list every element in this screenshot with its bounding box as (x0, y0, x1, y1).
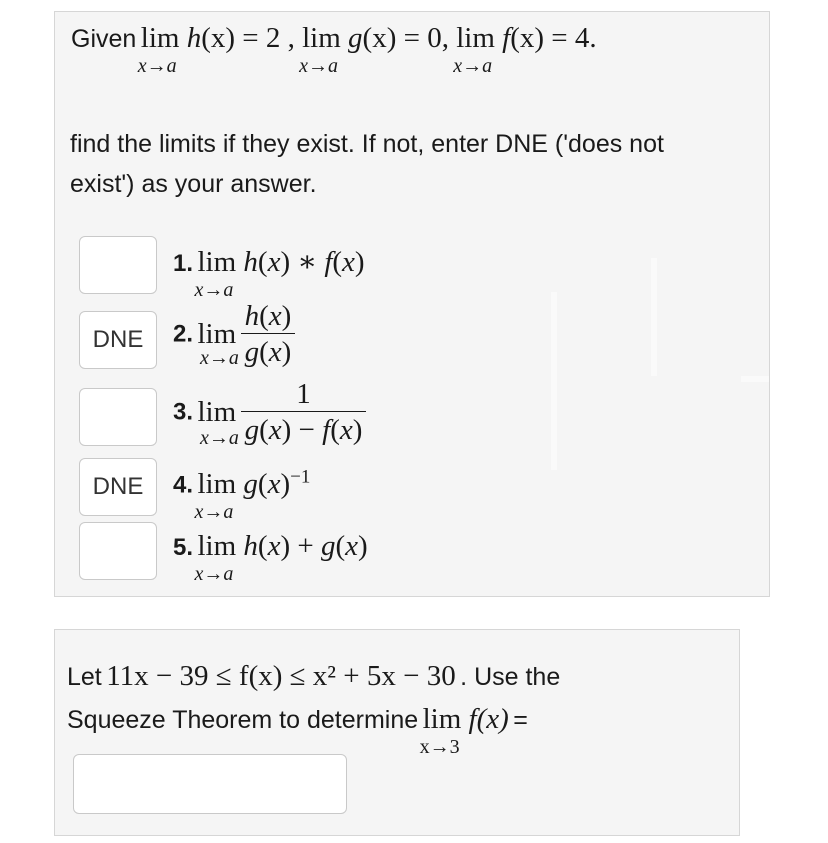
question-2: 2. lim $\frac{h(x)}{g(x)}$ x→a (173, 299, 295, 370)
inequality: 11x − 39 ≤ f(x) ≤ x² + 5x − 30 (106, 660, 456, 692)
question-4: 4. lim x→a $g(x)^{-1}$ (173, 466, 311, 523)
instructions: find the limits if they exist. If not, enter DNE ('does not exist') as your answer. (70, 130, 664, 198)
squeeze-statement-line1: Let 11x − 39 ≤ f(x) ≤ x² + 5x − 30 . Use the (67, 660, 561, 692)
given-lim-f: lim x→a (453, 22, 495, 77)
glare-mark (741, 376, 769, 382)
given-label: Given (71, 25, 137, 53)
question-5: 5. lim x→a h(x) + g(x) (173, 530, 368, 585)
answer-input-2[interactable]: DNE (79, 311, 157, 369)
given-line: Given lim x→a h(x) = 2 , lim x→a g(x) = 0, lim x→a f(x) = 4. (71, 22, 597, 77)
problem-2-card (54, 629, 740, 836)
glare-mark (551, 292, 557, 470)
glare-mark (651, 258, 657, 376)
answer-input-5[interactable] (79, 522, 157, 580)
question-1: 1. lim x→a h(x) ∗ f(x) (173, 246, 365, 301)
question-3: 3. lim $\frac{1}{g(x) - f(x)}$ x→a (173, 377, 366, 448)
given-lim-g: lim x→a (299, 22, 341, 77)
answer-input-1[interactable] (79, 236, 157, 294)
squeeze-statement-line2: Squeeze Theorem to determine lim x→3 f(x) = (67, 703, 528, 758)
squeeze-answer-input[interactable] (73, 754, 347, 814)
problem-1-card (54, 11, 770, 597)
given-lim-h: lim x→a (137, 22, 180, 77)
answer-input-4[interactable]: DNE (79, 458, 157, 516)
answer-input-3[interactable] (79, 388, 157, 446)
